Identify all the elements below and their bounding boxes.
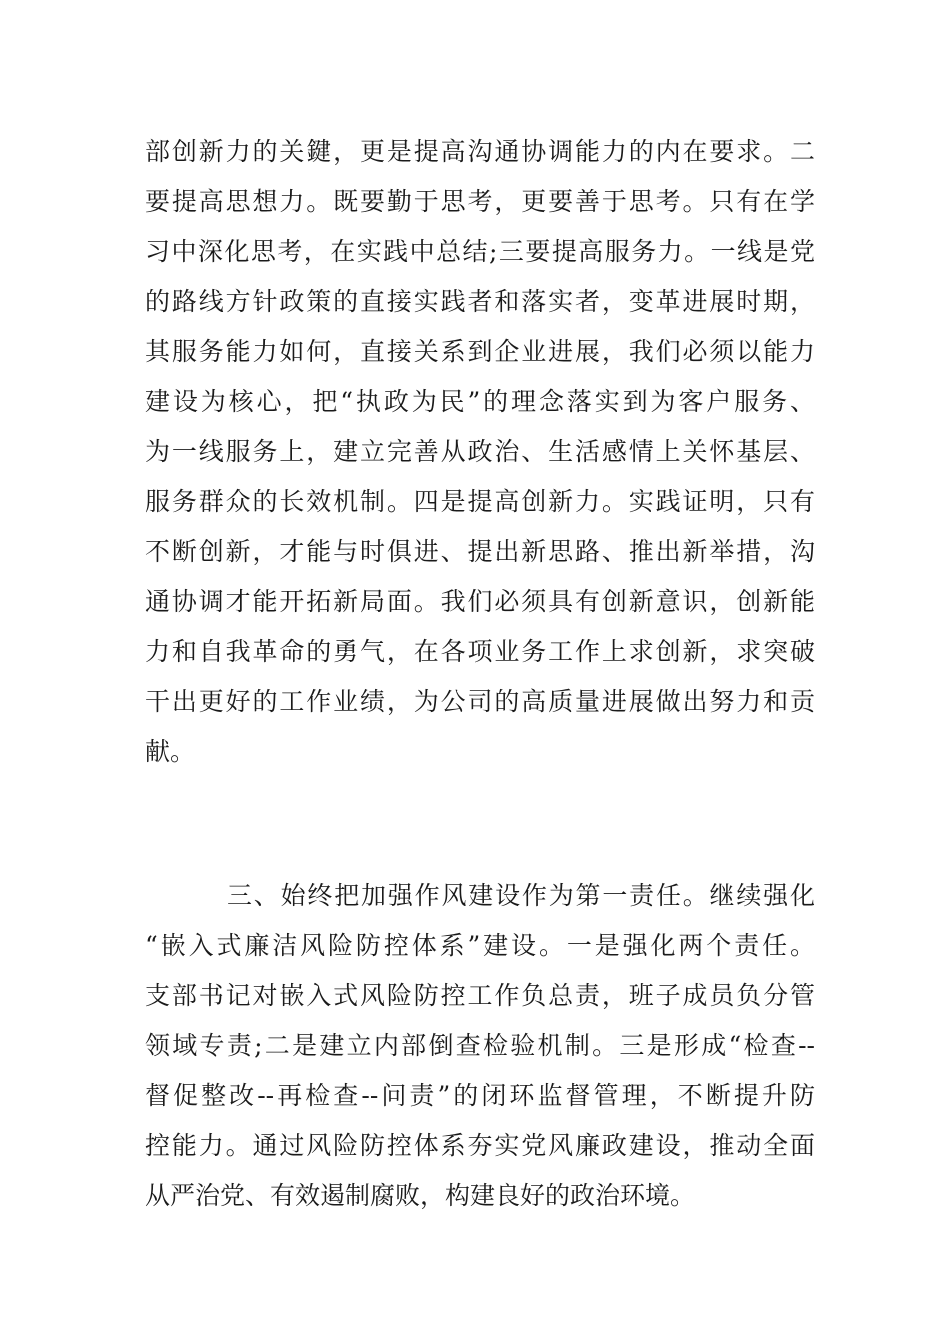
text-line: 力和自我革命的勇气，在各项业务工作上求创新，求突破 — [145, 637, 815, 666]
text-line: 领域专责;二是建立内部倒查检验机制。三是形成“检查-- — [145, 1031, 815, 1060]
text-line: 献。 — [145, 737, 196, 766]
text-line: 从严治党、有效遏制腐败，构建良好的政治环境。 — [145, 1181, 696, 1210]
text-line: 习中深化思考，在实践中总结;三要提高服务力。一线是党 — [145, 237, 815, 266]
text-line: 为一线服务上，建立完善从政治、生活感情上关怀基层、 — [145, 437, 815, 466]
text-line: 支部书记对嵌入式风险防控工作负总责，班子成员负分管 — [145, 981, 815, 1010]
text-line: 要提高思想力。既要勤于思考，更要善于思考。只有在学 — [145, 187, 815, 216]
text-line: 控能力。通过风险防控体系夯实党风廉政建设，推动全面 — [145, 1131, 815, 1160]
text-line: 督促整改--再检查--问责”的闭环监督管理，不断提升防 — [145, 1081, 815, 1110]
text-line: 不断创新，才能与时俱进、提出新思路、推出新举措，沟 — [145, 537, 815, 566]
paragraph-capability-building — [145, 127, 815, 777]
text-line: 通协调才能开拓新局面。我们必须具有创新意识，创新能 — [145, 587, 815, 616]
text-line: 服务群众的长效机制。四是提高创新力。实践证明，只有 — [145, 487, 815, 516]
text-line: 其服务能力如何，直接关系到企业进展，我们必须以能力 — [145, 337, 815, 366]
section-heading-line: 三、始终把加强作风建设作为第一责任。继续强化 — [227, 881, 815, 910]
paragraph-work-style-section — [145, 871, 815, 1221]
text-line: 建设为核心，把“执政为民”的理念落实到为客户服务、 — [145, 387, 815, 416]
text-line: 部创新力的关鍵，更是提高沟通协调能力的内在要求。二 — [145, 137, 815, 166]
text-line: 干出更好的工作业绩，为公司的高质量进展做出努力和贡 — [145, 687, 815, 716]
text-line: 的路线方针政策的直接实践者和落实者，变革进展时期， — [145, 287, 815, 316]
text-line: “嵌入式廉洁风险防控体系”建设。一是强化两个责任。 — [145, 931, 815, 960]
